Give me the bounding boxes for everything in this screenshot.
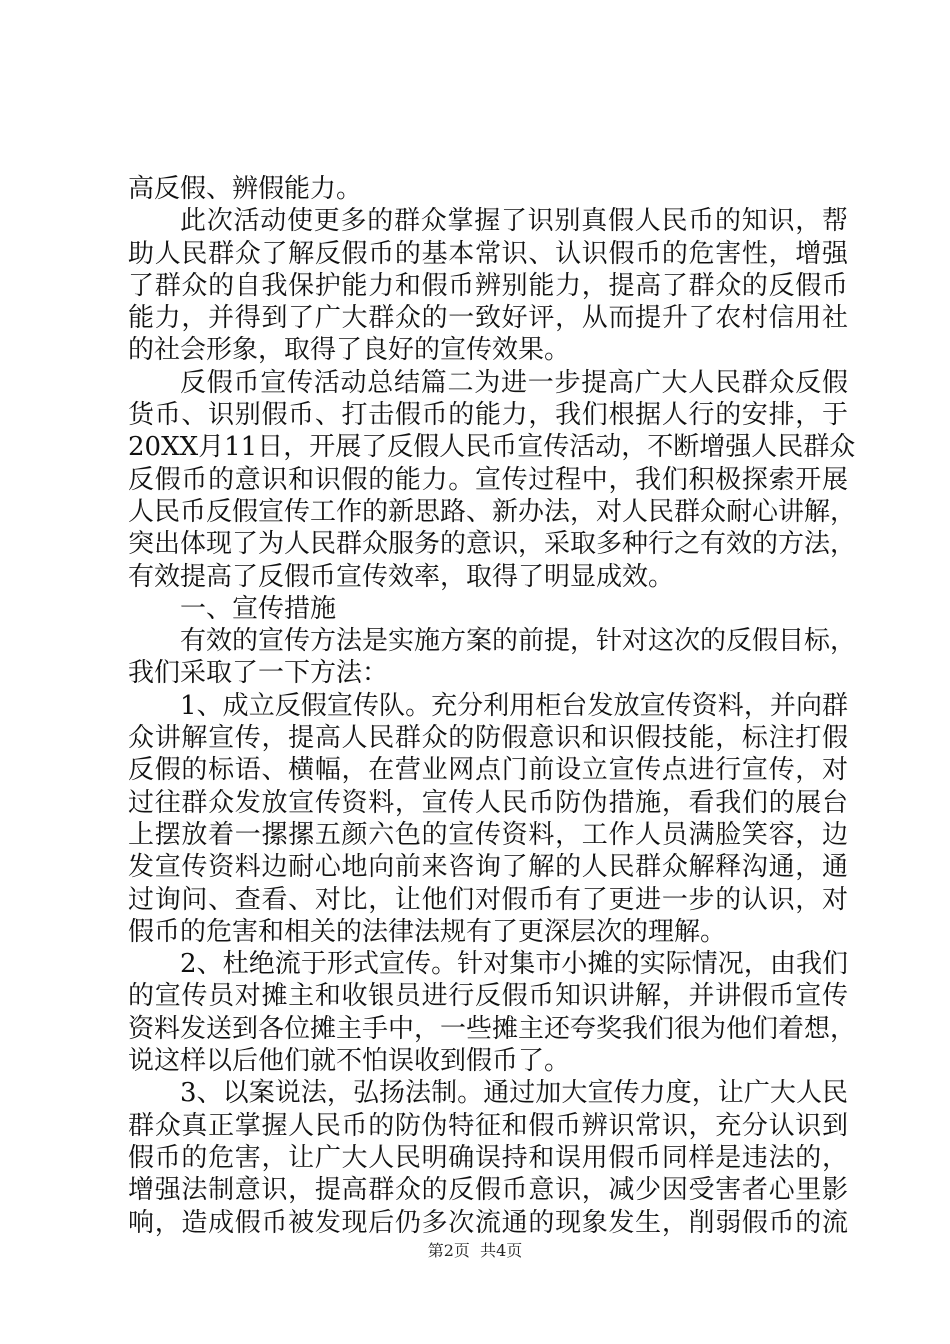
text-line: 有效提高了反假币宣传效率，取得了明显成效。	[128, 561, 675, 592]
text-line: 3、以案说法，弘扬法制。通过加大宣传力度，让广大人民	[180, 1078, 848, 1109]
text-line: 的社会形象，取得了良好的宣传效果。	[128, 335, 571, 366]
text-line: 反假的标语、横幅，在营业网点门前设立宣传点进行宣传，对	[128, 755, 848, 786]
text-line: 反假币宣传活动总结篇二为进一步提高广大人民群众反假	[180, 367, 848, 398]
text-line: 发宣传资料边耐心地向前来咨询了解的人民群众解释沟通，通	[128, 852, 848, 883]
text-line: 假币的危害和相关的法律法规有了更深层次的理解。	[128, 916, 727, 947]
text-line: 货币、识别假币、打击假币的能力，我们根据人行的安排，于	[128, 400, 848, 431]
text-line: 1、成立反假宣传队。充分利用柜台发放宣传资料，并向群	[180, 690, 848, 721]
text-line: 假币的危害，让广大人民明确误持和误用假币同样是违法的，	[128, 1142, 848, 1173]
text-line: 人民币反假宣传工作的新思路、新办法，对人民群众耐心讲解，	[128, 496, 857, 527]
text-line: 一、宣传措施	[180, 593, 337, 624]
text-line: 增强法制意识，提高群众的反假币意识，减少因受害者心里影	[128, 1175, 848, 1206]
page-footer: 第2页 共4页	[427, 1241, 523, 1260]
text-line: 我们采取了一下方法：	[128, 658, 389, 689]
body-text	[128, 173, 857, 1239]
text-line: 有效的宣传方法是实施方案的前提，针对这次的反假目标，	[180, 626, 857, 657]
text-line: 众讲解宣传，提高人民群众的防假意识和识假技能，标注打假	[128, 723, 848, 754]
text-line: 的宣传员对摊主和收银员进行反假币知识讲解，并讲假币宣传	[128, 981, 848, 1012]
text-line: 高反假、辨假能力。	[128, 174, 363, 204]
text-line: 上摆放着一摞摞五颜六色的宣传资料，工作人员满脸笑容，边	[128, 819, 848, 850]
text-line: 2、杜绝流于形式宣传。针对集市小摊的实际情况，由我们	[180, 949, 848, 980]
text-line: 说这样以后他们就不怕误收到假币了。	[128, 1046, 571, 1077]
text-line: 能力，并得到了广大群众的一致好评，从而提升了农村信用社	[128, 303, 848, 334]
text-line: 群众真正掌握人民币的防伪特征和假币辨识常识，充分认识到	[128, 1110, 848, 1141]
text-line: 了群众的自我保护能力和假币辨别能力，提高了群众的反假币	[128, 270, 848, 301]
text-line: 反假币的意识和识假的能力。宣传过程中，我们积极探索开展	[128, 464, 848, 495]
text-line: 响，造成假币被发现后仍多次流通的现象发生，削弱假币的流	[128, 1207, 848, 1238]
text-line: 20XX月11日，开展了反假人民币宣传活动，不断增强人民群众	[128, 432, 856, 463]
text-line: 此次活动使更多的群众掌握了识别真假人民币的知识，帮	[180, 206, 848, 237]
text-line: 助人民群众了解反假币的基本常识、认识假币的危害性，增强	[128, 238, 848, 269]
text-line: 资料发送到各位摊主手中，一些摊主还夸奖我们很为他们着想，	[128, 1013, 857, 1044]
text-line: 过往群众发放宣传资料，宣传人民币防伪措施，看我们的展台	[128, 787, 848, 818]
text-line: 突出体现了为人民群众服务的意识，采取多种行之有效的方法，	[128, 529, 857, 560]
text-line: 过询问、查看、对比，让他们对假币有了更进一步的认识，对	[128, 884, 848, 915]
